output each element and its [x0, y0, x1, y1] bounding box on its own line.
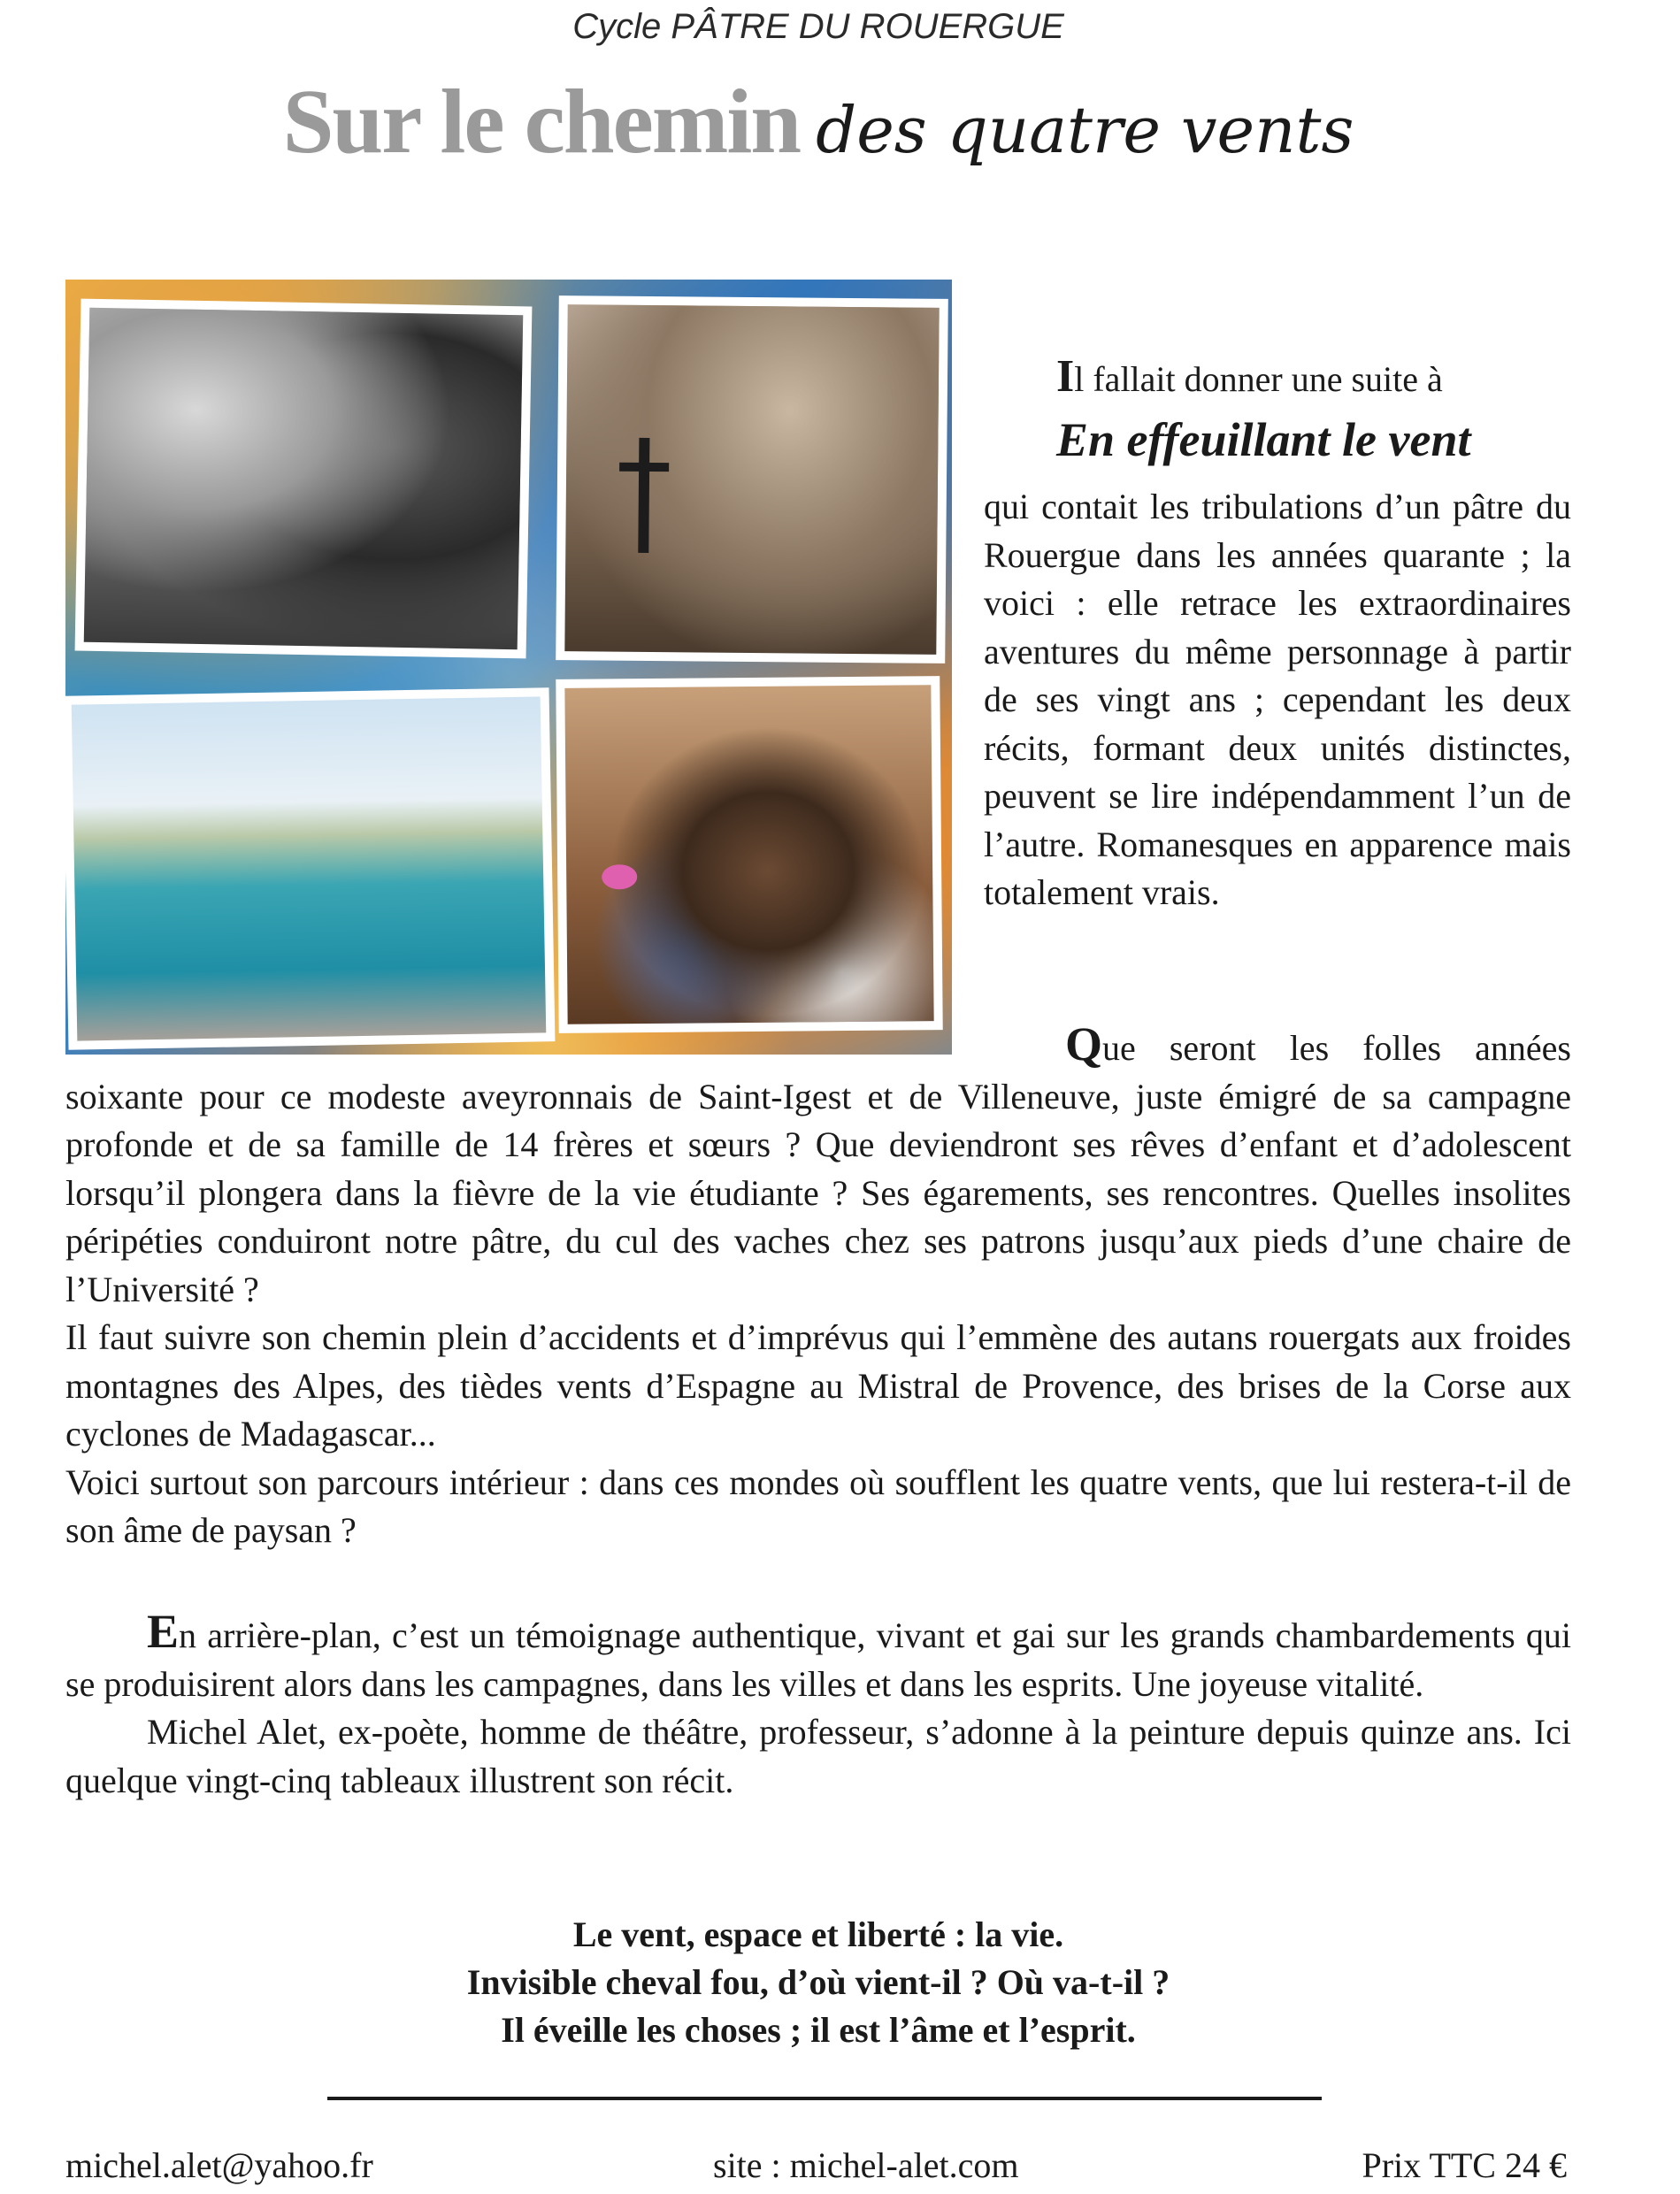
photo-corsica-coast: [65, 687, 555, 1050]
verse-line-3: Il éveille les choses ; il est l’âme et l’esprit.: [501, 2010, 1136, 2050]
verse-line-2: Invisible cheval fou, d’où vient-il ? Où va-t-il ?: [466, 1962, 1170, 2002]
intro-paragraph: [984, 483, 1571, 917]
block2-para-1: [65, 1017, 1571, 1314]
photo-collage: [65, 280, 952, 1055]
block2-para-3: Voici surtout son parcours intérieur : dans ces mondes où soufflent les quatre vents, que lui restera-t-il de son âme de paysan ?: [65, 1461, 1571, 1550]
footer-email[interactable]: michel.alet@yahoo.fr: [65, 2145, 373, 2185]
book-title: En effeuillant le vent: [1056, 413, 1471, 466]
title-main: Sur le chemin: [282, 71, 801, 173]
drop-cap-i: I: [1056, 351, 1075, 402]
page-title: [0, 69, 1637, 174]
block3-para-2: [65, 1708, 1571, 1805]
body-block-2: [65, 1017, 1571, 1555]
cycle-label: Cycle PÂTRE DU ROUERGUE: [572, 7, 1064, 46]
closing-verse: [0, 1911, 1637, 2054]
verse-line-1: Le vent, espace et liberté : la vie.: [572, 1914, 1064, 1954]
footer-price: Prix TTC 24 €: [1362, 2145, 1567, 2185]
block3-para-2-text: Michel Alet, ex-poète, homme de théâtre, professeur, s’adonne à la peinture depuis quinze ans. Ici quelque vingt-cinq tableaux illustrent son récit.: [65, 1712, 1571, 1800]
cross-shape: [638, 438, 649, 553]
block3-para-1-text: n arrière-plan, c’est un témoignage authentique, vivant et gai sur les grands chambardements qui se produisirent alors dans les campagnes, dans les villes et dans les esprits. Une joyeuse vitalité.: [65, 1615, 1571, 1704]
photo-cross-mountain: [556, 295, 948, 664]
block3-para-1: [65, 1605, 1571, 1708]
drop-cap-q: Q: [1065, 1017, 1103, 1070]
photo-boy-with-oxen: [75, 299, 533, 659]
block2-para-2: Il faut suivre son chemin plein d’accidents et d’imprévus qui l’emmène des autans rouergats aux froides montagnes des Alpes, des tièdes vents d’Espagne au Mistral de Provence, des brises de la Corse aux cyclones de Madagascar...: [65, 1317, 1571, 1454]
intro-text: qui contait les tribulations d’un pâtre du Rouergue dans les années quarante ; la voici : elle retrace les extraordinaires aventures du même personnage à partir de ses vingt ans ; cependant les deux récits, formant deux unités distinctes, peuvent se lire indépendamment l’un de l’autre. Romanesques en apparence mais totalement vrais.: [984, 487, 1571, 912]
block2-para-1-text: ue seront les folles années soixante pour ce modeste aveyronnais de Saint-Igest et de Villeneuve, juste émigré de sa campagne profonde et de sa famille de 14 frères et sœurs ? Que deviendront ses rêves d’enfant et d’adolescent lorsqu’il plongera dans la fièvre de la vie étudiante ? Ses égarements, ses rencontres. Quelles insolites péripéties conduiront notre pâtre, du cul des vaches chez ses patrons jusqu’aux pieds d’une chaire de l’Université ?: [65, 1028, 1571, 1309]
photo-madagascar-children: [556, 676, 942, 1033]
intro-line: [1056, 350, 1443, 403]
drop-cap-e: E: [147, 1605, 180, 1658]
body-block-3: [65, 1605, 1571, 1805]
divider-rule: [327, 2097, 1322, 2100]
title-script: des quatre vents: [816, 93, 1354, 167]
intro-line-text: l fallait donner une suite à: [1074, 359, 1443, 399]
flower-shape: [602, 864, 637, 889]
footer-site[interactable]: site : michel-alet.com: [713, 2145, 1019, 2185]
